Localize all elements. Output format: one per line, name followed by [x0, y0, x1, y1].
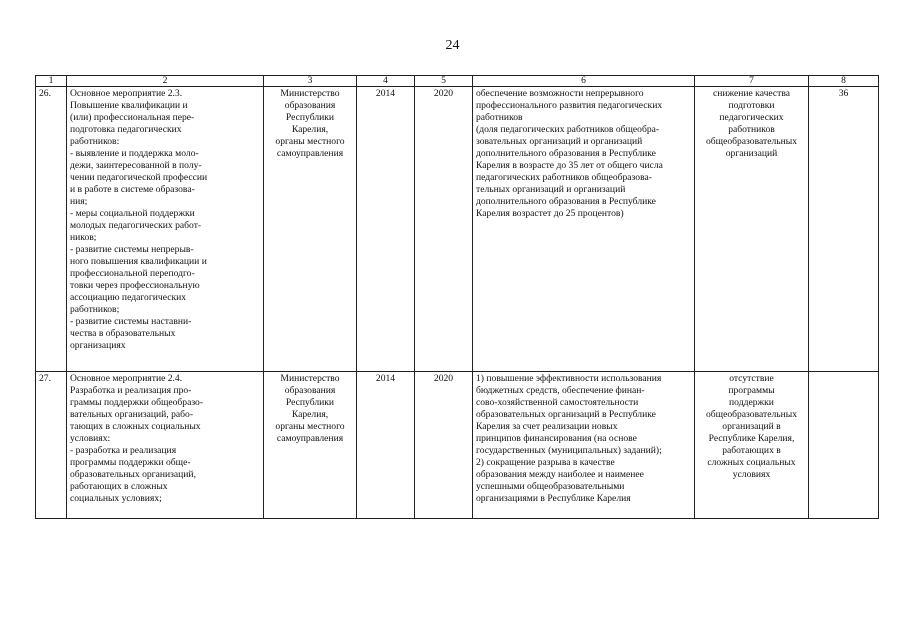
column-header: 2 [67, 76, 264, 87]
column-header: 6 [473, 76, 695, 87]
related-indicator: 36 [809, 87, 879, 372]
non-implementation-consequence: снижение качества подготовки педагогических работников общеобразовательных организаций [695, 87, 809, 372]
table-row [36, 372, 879, 519]
page-number: 24 [445, 38, 460, 53]
column-number-row [36, 76, 879, 87]
start-year: 2014 [357, 87, 415, 372]
column-header: 8 [809, 76, 879, 87]
start-year: 2014 [357, 372, 415, 519]
row-number: 26. [36, 87, 67, 372]
related-indicator [809, 372, 879, 519]
measures-table [35, 75, 879, 519]
non-implementation-consequence: отсутствие программы поддержки общеобразовательных организаций в Республике Карелия, работающих в сложных социальных условиях [695, 372, 809, 519]
end-year: 2020 [415, 87, 473, 372]
column-header: 4 [357, 76, 415, 87]
column-header: 7 [695, 76, 809, 87]
event-description: Основное мероприятие 2.3. Повышение квалификации и (или) профессиональная пере- подготовка педагогических работников: - выявление и поддержка моло- дежи, заинтересованной в полу- чении педагогической профессии и в работе в системе образова- ния; - меры социальной поддержки молодых педагогических работ- ников; - развитие системы непрерыв- ного повышения квалификации и профессиональной переподго- товки через профессиональную ассоциацию педагогических работников; - развитие системы наставни- чества в образовательных организациях [67, 87, 264, 372]
executor: Министерство образования Республики Карелия, органы местного самоуправления [264, 87, 357, 372]
column-header: 5 [415, 76, 473, 87]
column-header: 1 [36, 76, 67, 87]
expected-result: обеспечение возможности непрерывного профессионального развития педагогических работников (доля педагогических работников общеобра- зовательных организаций и организаций дополнительного образования в Республике Карелия в возрасте до 35 лет от общего числа педагогических работников общеобразова- тельных организаций и организаций дополнительного образования в Республике Карелия возрастет до 25 процентов) [473, 87, 695, 372]
end-year: 2020 [415, 372, 473, 519]
executor: Министерство образования Республики Карелия, органы местного самоуправления [264, 372, 357, 519]
table-row [36, 87, 879, 372]
expected-result: 1) повышение эффективности использования бюджетных средств, обеспечение финан- сово-хозяйственной самостоятельности образовательных организаций в Республике Карелия за счет реализации новых принципов финансирования (на основе государственных (муниципальных) заданий); 2) сокращение разрыва в качестве образования между наиболее и наименее успешными общеобразовательными организациями в Республике Карелия [473, 372, 695, 519]
event-description: Основное мероприятие 2.4. Разработка и реализация про- граммы поддержки общеобразо- вательных организаций, рабо- тающих в сложных социальных условиях: - разработка и реализация программы поддержки обще- образовательных организаций, работающих в сложных социальных условиях; [67, 372, 264, 519]
column-header: 3 [264, 76, 357, 87]
row-number: 27. [36, 372, 67, 519]
